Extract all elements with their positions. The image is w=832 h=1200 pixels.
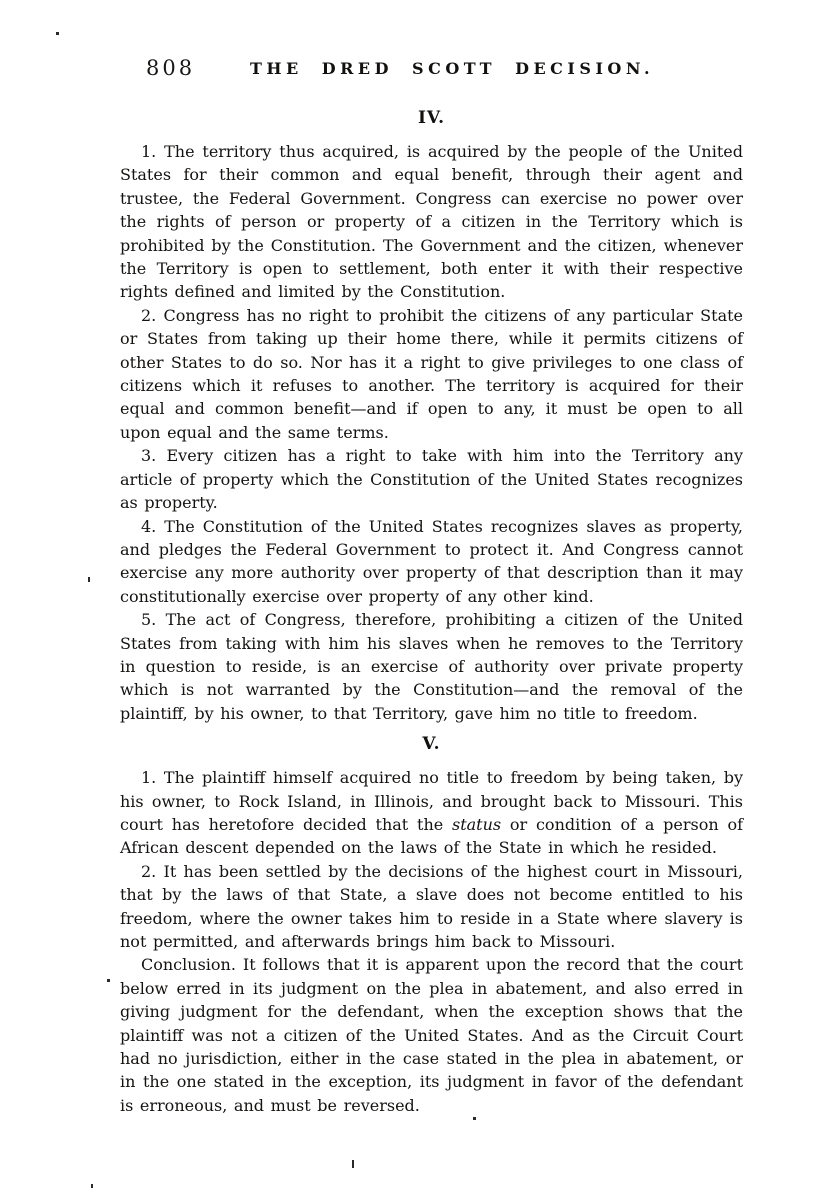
scan-speck <box>56 32 59 35</box>
paragraph-text: 2. Congress has no right to prohibit the citizens of any particular State or States from taking up their home there, while it permits citizens of other States to do so. Nor has it a right to give privileges to one class of citizens which it refuses to another. The territory is acquired for their equal and common benefit—and if open to any, it must be open to all upon equal and the same terms. <box>120 305 743 442</box>
paragraph <box>120 953 743 1117</box>
paragraph-text: 1. The territory thus acquired, is acquired by the people of the United States for their common and equal benefit, through their agent and trustee, the Federal Government. Congress can exercise no power over the rights of person or property of a citizen in the Territory which is prohibited by the Constitution. The Government and the citizen, whenever the Territory is open to settlement, both enter it with their respective rights defined and limited by the Constitution. <box>120 142 743 302</box>
paragraph-text: 2. It has been settled by the decisions of the highest court in Missouri, that by the laws of that State, a slave does not become entitled to his freedom, where the owner takes him to reside in a State where slavery is not permitted, and afterwards brings him back to Missouri. <box>120 861 743 951</box>
scan-speck <box>91 1184 93 1188</box>
scan-speck <box>352 1160 354 1168</box>
paragraph-text: or condition of a person of African descent depended on the laws of the State in which he resided. <box>120 814 743 858</box>
paragraph <box>120 608 743 725</box>
paragraph <box>120 140 743 304</box>
paragraph <box>120 444 743 514</box>
section-heading: IV. <box>417 108 446 128</box>
scan-speck <box>473 1117 476 1120</box>
paragraph <box>120 766 743 860</box>
paragraph <box>120 304 743 444</box>
paragraph-text: 1. The plaintiff himself acquired no title to freedom by being taken, by his owner, to Rock Island, in Illinois, and brought back to Missouri. This court has heretofore decided that the <box>120 768 743 834</box>
paragraph-text: 5. The act of Congress, therefore, prohibiting a citizen of the United States from taking with him his slaves when he removes to the Territory in question to reside, is an exercise of authority over private property which is not warranted by the Constitution—and the removal of the plaintiff, by his owner, to that Territory, gave him no title to freedom. <box>120 610 743 723</box>
page-body-text <box>120 104 743 1117</box>
scan-speck <box>88 577 90 582</box>
paragraph-text: 4. The Constitution of the United States recognizes slaves as property, and pledges the Federal Government to protect it. And Congress cannot exercise any more authority over property of that description than it may constitutionally exercise over property of any other kind. <box>120 516 743 606</box>
section-heading: V. <box>422 734 441 755</box>
paragraph-text: 3. Every citizen has a right to take with him into the Territory any article of property which the Constitution of the United States recognizes as property. <box>120 446 743 513</box>
scan-speck <box>107 979 110 982</box>
running-head-title: THE DRED SCOTT DECISION. <box>249 59 655 78</box>
section <box>120 108 743 725</box>
paragraph-text-italic: status <box>452 814 502 834</box>
page-number: 808 <box>146 56 196 80</box>
paragraph <box>120 515 743 609</box>
paragraph-text: Conclusion. It follows that it is apparent upon the record that the court below erred in its judgment on the plea in abatement, and also erred in giving judgment for the defendant, when the exception shows that the plaintiff was not a citizen of the United States. And as the Circuit Court had no jurisdiction, either in the case stated in the plea in abatement, or in the one stated in the exception, its judgment in favor of the defendant is erroneous, and must be reversed. <box>120 955 743 1115</box>
section <box>120 734 743 1117</box>
paragraph <box>120 860 743 954</box>
